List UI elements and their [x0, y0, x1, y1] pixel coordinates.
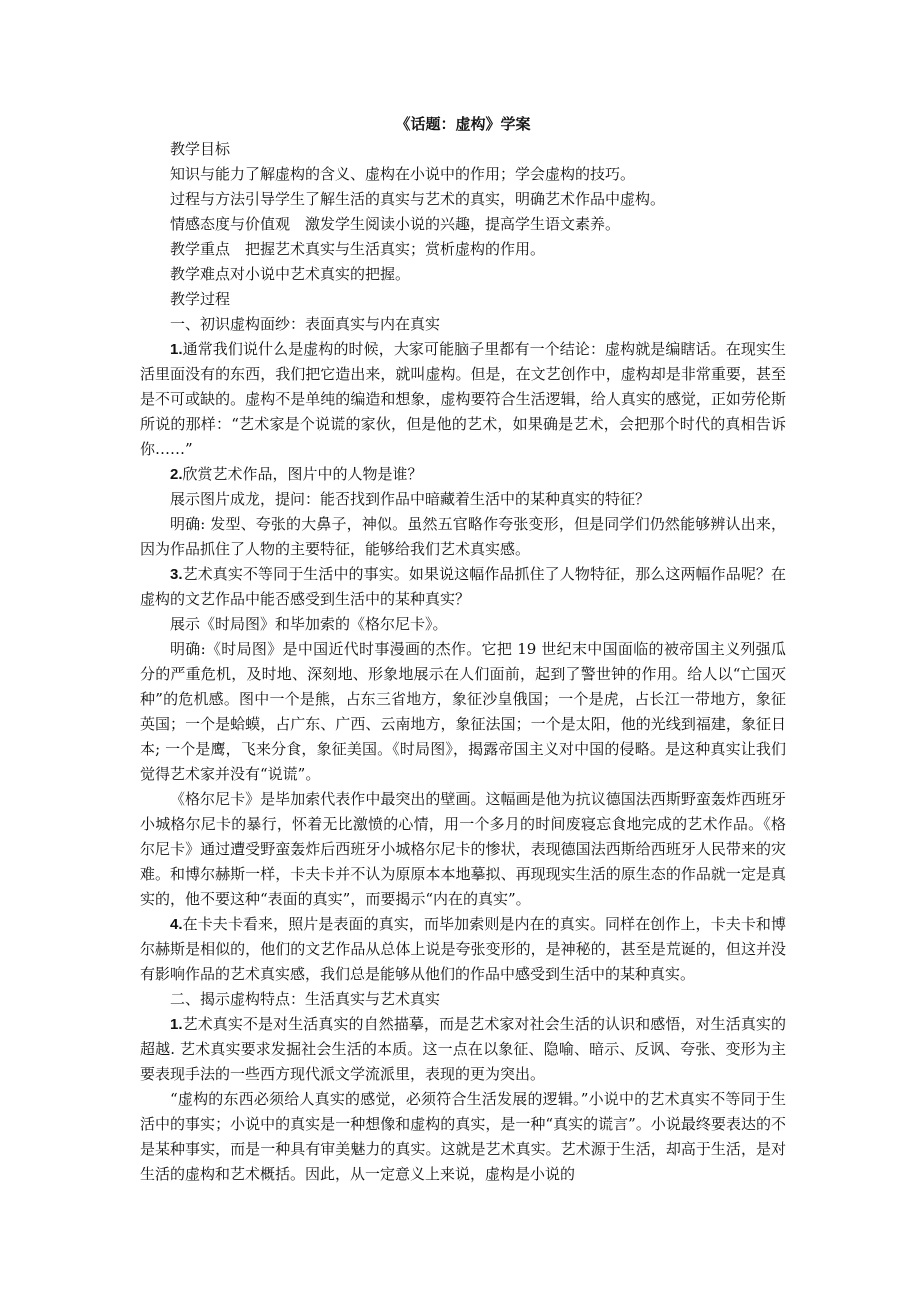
objective-process: 过程与方法引导学生了解生活的真实与艺术的真实，明确艺术作品中虚构。	[170, 190, 666, 208]
section1-paragraph-3-show: 展示《时局图》和毕加索的《格尔尼卡》。	[170, 615, 448, 633]
section1-paragraph-guernica: 《格尔尼卡》是毕加索代表作中最突出的壁画。这幅画是他为抗议德国法西斯野蛮轰炸西班牙小城格尔尼卡的暴行，怀着无比激愤的心情，用一个多月的时间废寝忘食地完成的艺术作品。《格尔尼卡》通过遭受野蛮轰炸后西班牙小城格尔尼卡的惨状，表现德国法西斯给西班牙人民带来的灾难。和博尔赫斯一样，卡夫卡并不认为原原本本地摹拟、再现现实生活的原生态的作品就一定是真实的，他不要这种“表面的真实”，而要揭示“内在的真实”。	[140, 790, 786, 908]
paragraph-number: 2.	[170, 466, 183, 483]
paragraph-text: 通常我们说什么是虚构的时候，大家可能脑子里都有一个结论：虚构就是编瞎话。在现实生活里面没有的东西，我们把它造出来，就叫虚构。但是，在文艺创作中，虚构却是非常重要，甚至是不可或缺的。虚构不是单纯的编造和想象，虚构要符合生活逻辑，给人真实的感觉，正如劳伦斯所说的那样：“艺术家是个说谎的家伙，但是他的艺术，如果确是艺术，会把那个时代的真相告诉你……”	[140, 340, 786, 458]
objectives-heading: 教学目标	[170, 140, 231, 158]
section1-heading: 一、初识虚构面纱：表面真实与内在真实	[170, 315, 441, 333]
paragraph-number: 1.	[170, 1016, 183, 1033]
process-heading: 教学过程	[170, 290, 231, 308]
section1-paragraph-2	[140, 462, 786, 487]
paragraph-text: 艺术真实不等同于生活中的事实。如果说这幅作品抓住了人物特征，那么这两幅作品呢？在虚构的文艺作品中能否感受到生活中的某种真实？	[140, 565, 786, 608]
section1-paragraph-2-answer: 明确: 发型、夸张的大鼻子，神似。虽然五官略作夸张变形，但是同学们仍然能够辨认出来，因为作品抓住了人物的主要特征，能够给我们艺术真实感。	[140, 515, 786, 558]
paragraph-text: 欣赏艺术作品，图片中的人物是谁？	[182, 465, 423, 483]
section1-paragraph-1	[140, 337, 786, 462]
section2-paragraph-2: “虚构的东西必须给人真实的感觉，必须符合生活发展的逻辑。”小说中的艺术真实不等同于生活中的事实；小说中的真实是一种想像和虚构的真实，是一种“真实的谎言”。小说最终要表达的不是某种事实，而是一种具有审美魅力的真实。这就是艺术真实。艺术源于生活，却高于生活，是对生活的虚构和艺术概括。因此，从一定意义上来说，虚构是小说的	[140, 1090, 786, 1183]
section2-paragraph-1	[140, 1012, 786, 1087]
paragraph-text: 在卡夫卡看来，照片是表面的真实，而毕加索则是内在的真实。同样在创作上，卡夫卡和博尔赫斯是相似的，他们的文艺作品从总体上说是夸张变形的，是神秘的，甚至是荒诞的，但这并没有影响作品的艺术真实感，我们总是能够从他们的作品中感受到生活中的某种真实。	[140, 915, 786, 983]
key-point: 教学重点 把握艺术真实与生活真实；赏析虚构的作用。	[170, 240, 546, 258]
objective-attitude: 情感态度与价值观 激发学生阅读小说的兴趣，提高学生语文素养。	[170, 215, 621, 233]
paragraph-text: 艺术真实不是对生活真实的自然描摹，而是艺术家对社会生活的认识和感悟，对生活真实的超越. 艺术真实要求发掘社会生活的本质。这一点在以象征、隐喻、暗示、反讽、夸张、变形为主要表现手法的一些西方现代派文学流派里，表现的更为突出。	[140, 1015, 786, 1083]
document-title: 《话题：虚构》学案	[395, 115, 531, 133]
section1-paragraph-4	[140, 912, 786, 987]
section1-paragraph-3-answer: 明确:《时局图》是中国近代时事漫画的杰作。它把 19 世纪末中国面临的被帝国主义列强瓜分的严重危机，及时地、深刻地、形象地展示在人们面前，起到了警世钟的作用。给人以“亡国灭种”的危机感。图中一个是熊，占东三省地方，象征沙皇俄国；一个是虎，占长江一带地方，象征英国；一个是蛤蟆，占广东、广西、云南地方，象征法国；一个是太阳，他的光线到福建，象征日本; 一个是鹰，飞来分食，象征美国。《时局图》，揭露帝国主义对中国的侵略。是这种真实让我们觉得艺术家并没有“说谎”。	[140, 640, 786, 783]
paragraph-number: 1.	[170, 341, 183, 358]
section2-heading: 二、揭示虚构特点：生活真实与艺术真实	[170, 990, 441, 1008]
document-body	[140, 112, 786, 1187]
paragraph-number: 3.	[170, 566, 183, 583]
paragraph-number: 4.	[170, 916, 183, 933]
difficult-point: 教学难点对小说中艺术真实的把握。	[170, 265, 411, 283]
objective-knowledge: 知识与能力了解虚构的含义、虚构在小说中的作用；学会虚构的技巧。	[170, 165, 636, 183]
section1-paragraph-3	[140, 562, 786, 612]
section1-paragraph-2-show: 展示图片成龙，提问：能否找到作品中暗藏着生活中的某种真实的特征？	[170, 490, 651, 508]
